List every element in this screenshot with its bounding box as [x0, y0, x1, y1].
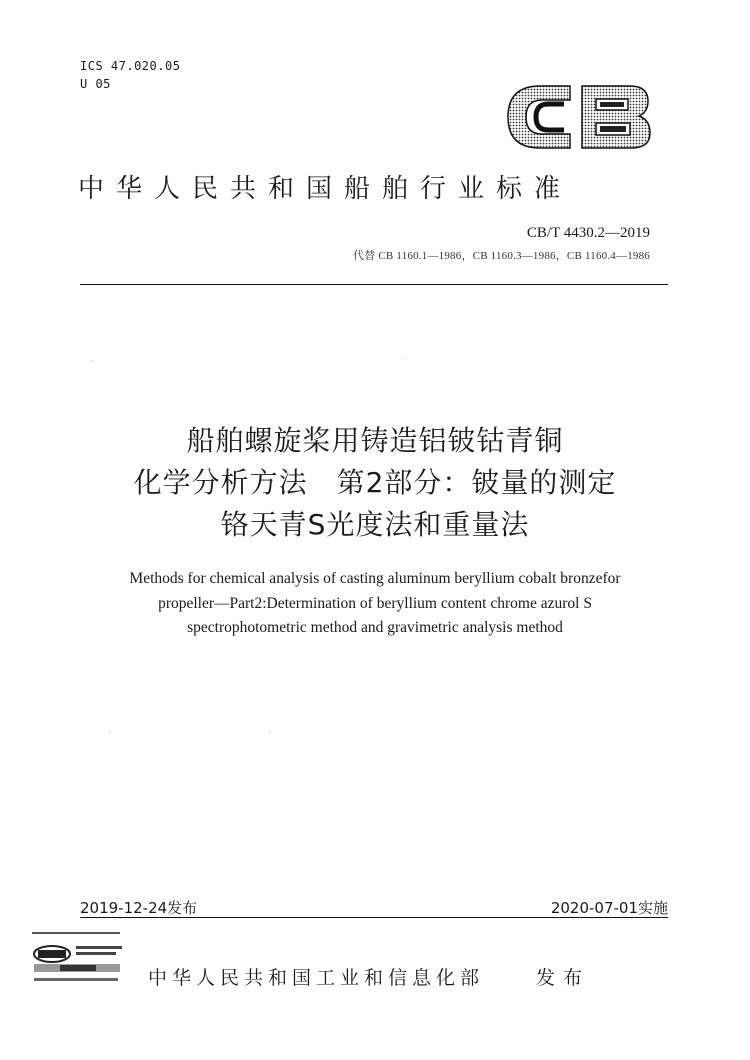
chinese-title-line-3: 铬天青S光度法和重量法 [220, 508, 530, 541]
footer-divider [80, 917, 668, 918]
scan-speck: · [268, 728, 271, 738]
citec-stamp-icon [30, 928, 140, 988]
replaces-note: 代替 CB 1160.1—1986，CB 1160.3—1986，CB 1160.4—1986 [353, 250, 650, 262]
scan-speck: · [108, 728, 111, 738]
publisher-name: 中华人民共和国工业和信息化部 [148, 967, 485, 989]
cb-logo [500, 82, 652, 152]
english-title-line-2: propeller—Part2:Determination of beryllium content chrome azurol S [158, 594, 592, 612]
publish-label: 发布 [536, 967, 591, 989]
standard-code: CB/T 4430.2—2019 [526, 225, 650, 241]
ics-code: ICS 47.020.05 [80, 59, 181, 73]
english-title-line-3: spectrophotometric method and gravimetric analysis method [187, 619, 563, 636]
scan-speck: · [90, 357, 93, 367]
standard-type-title: 中华人民共和国船舶行业标准 [78, 174, 573, 204]
english-title [60, 567, 690, 641]
cb-logo-icon [500, 82, 652, 152]
header-divider [80, 284, 668, 285]
english-title-line-1: Methods for chemical analysis of casting aluminum beryllium cobalt bronzefor [129, 570, 621, 587]
chinese-title-line-1: 船舶螺旋桨用铸造铝铍钴青铜 [186, 424, 564, 457]
scan-speck: · [405, 355, 408, 365]
implementation-date: 2020-07-01实施 [550, 899, 668, 917]
ics-code-block [80, 57, 180, 93]
chinese-title-line-2: 化学分析方法 第2部分：铍量的测定 [133, 466, 617, 499]
issue-date: 2019-12-24发布 [80, 899, 198, 917]
chinese-title [60, 420, 690, 546]
citec-stamp [30, 928, 140, 988]
ccs-code: U 05 [80, 77, 111, 91]
